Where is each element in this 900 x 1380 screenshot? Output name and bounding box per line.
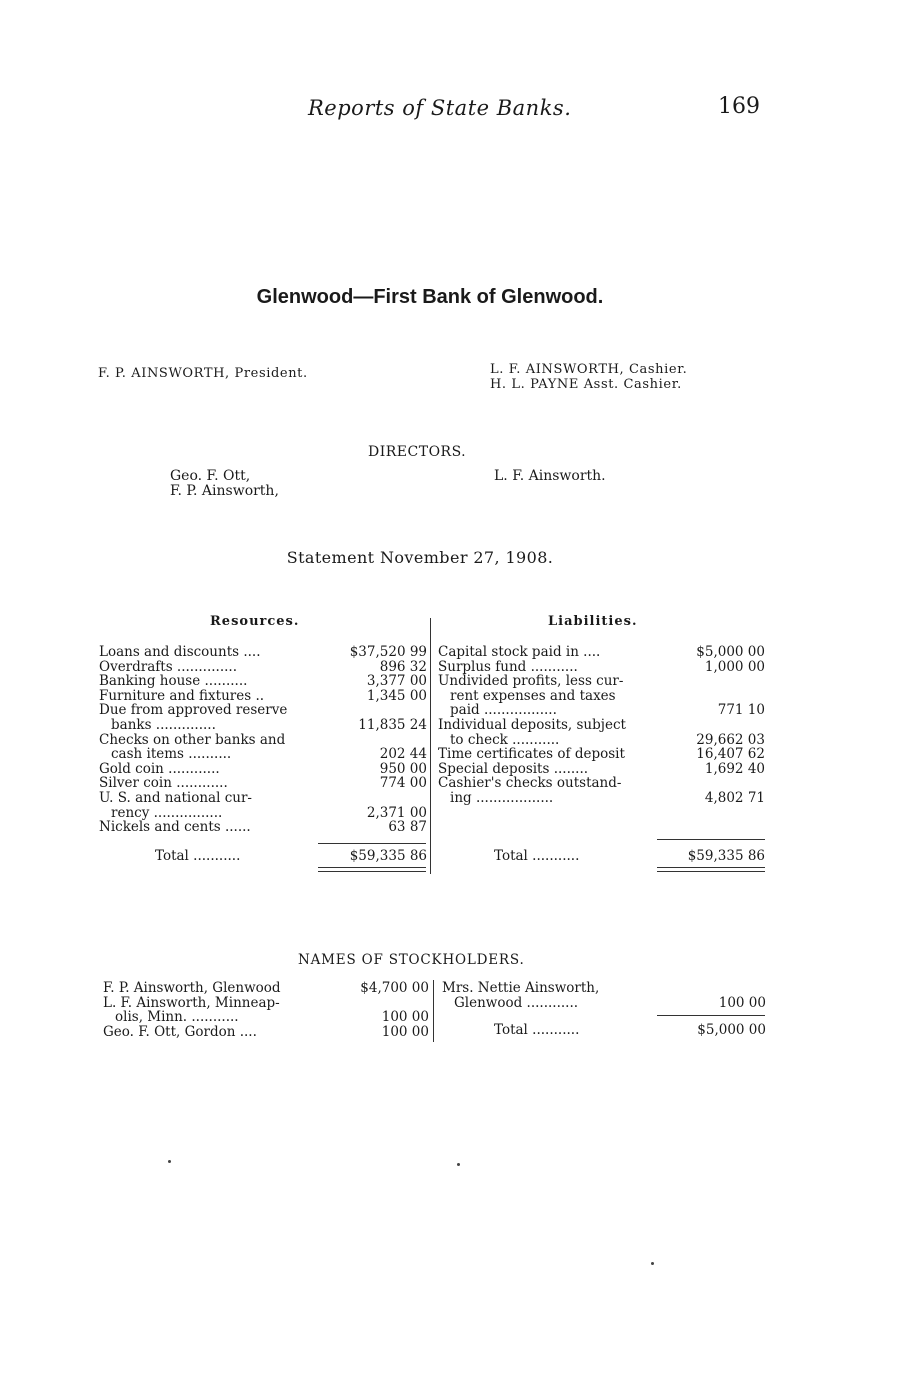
liability-label: Individual deposits, subject — [438, 717, 626, 733]
resources-double-rule — [318, 867, 426, 872]
stockholder-row — [103, 981, 429, 996]
liability-label: paid ................. — [450, 703, 557, 718]
stockholder-label: Mrs. Nettie Ainsworth, — [442, 981, 600, 996]
resource-amount: 950 00 — [379, 760, 427, 777]
resource-label: U. S. and national cur- — [99, 790, 252, 806]
resource-row — [99, 733, 427, 748]
stockholder-label: Geo. F. Ott, Gordon .... — [103, 1024, 257, 1040]
scan-speck — [168, 1160, 171, 1163]
resource-amount: $37,520 99 — [349, 644, 427, 660]
liability-row — [438, 674, 765, 689]
liabilities-table — [438, 645, 765, 806]
stockholder-label: F. P. Ainsworth, Glenwood — [103, 981, 281, 996]
liabilities-total-amount: $59,335 86 — [687, 848, 765, 864]
stockholder-label: olis, Minn. ........... — [115, 1010, 239, 1025]
liability-amount: 771 10 — [717, 702, 765, 719]
resource-amount: 2,371 00 — [366, 804, 427, 821]
resources-total-rule — [318, 843, 426, 844]
resources-table — [99, 645, 427, 835]
resource-label: Due from approved reserve — [99, 703, 288, 718]
liability-amount: 1,692 40 — [704, 760, 765, 777]
resource-label: Gold coin ............ — [99, 761, 220, 777]
resource-label: Loans and discounts .... — [99, 645, 261, 660]
liability-amount: 1,000 00 — [704, 658, 765, 675]
stockholder-amount: 100 00 — [381, 1023, 429, 1040]
stockholder-row — [442, 996, 766, 1011]
stockholders-total-rule — [657, 1015, 765, 1016]
liabilities-heading: Liabilities. — [548, 614, 638, 629]
resource-row — [99, 660, 427, 675]
liability-amount: 4,802 71 — [704, 789, 765, 806]
liability-row — [438, 733, 765, 748]
resource-row — [99, 747, 427, 762]
stockholders-total-label: Total ........... — [494, 1023, 580, 1038]
liability-row — [438, 776, 765, 791]
resource-amount: 11,835 24 — [358, 716, 427, 733]
stockholder-amount: 100 00 — [718, 994, 766, 1011]
resource-row — [99, 703, 427, 718]
resource-row — [99, 645, 427, 660]
liability-label: Surplus fund ........... — [438, 659, 578, 675]
liability-amount: 29,662 03 — [696, 731, 765, 748]
liability-row — [438, 791, 765, 806]
resource-row — [99, 791, 427, 806]
liability-row — [438, 645, 765, 660]
liability-row — [438, 762, 765, 777]
officer-president: F. P. AINSWORTH, President. — [98, 366, 308, 381]
director-name: Geo. F. Ott, — [170, 468, 251, 484]
bank-title: Glenwood—First Bank of Glenwood. — [256, 286, 604, 308]
directors-heading: DIRECTORS. — [368, 444, 467, 460]
officer-cashier: L. F. AINSWORTH, Cashier. — [490, 362, 688, 377]
resource-label: Overdrafts .............. — [99, 659, 237, 675]
liability-label: ing .................. — [450, 790, 554, 806]
liability-row — [438, 703, 765, 718]
liability-row — [438, 718, 765, 733]
stockholder-label: Glenwood ............ — [454, 995, 579, 1011]
resource-amount: 896 32 — [379, 658, 427, 675]
liabilities-total-label: Total ........... — [494, 849, 580, 864]
liability-label: Time certificates of deposit — [438, 747, 625, 762]
resource-amount: 202 44 — [379, 746, 427, 763]
resource-row — [99, 762, 427, 777]
liability-row — [438, 660, 765, 675]
resource-label: Nickels and cents ...... — [99, 820, 251, 835]
liabilities-double-rule — [657, 867, 765, 872]
stockholders-right-table — [442, 981, 766, 1010]
stockholder-row — [442, 981, 766, 996]
resources-heading: Resources. — [210, 614, 300, 629]
stockholder-row — [103, 1025, 429, 1040]
resource-row — [99, 674, 427, 689]
resource-label: Checks on other banks and — [99, 732, 286, 748]
liability-amount: $5,000 00 — [696, 644, 765, 660]
liability-row — [438, 689, 765, 704]
statement-title: Statement November 27, 1908. — [286, 548, 554, 567]
resource-amount: 774 00 — [379, 775, 427, 792]
liability-label: Undivided profits, less cur- — [438, 674, 624, 689]
resource-label: rency ................ — [111, 805, 223, 821]
stockholder-amount: 100 00 — [381, 1009, 429, 1026]
stockholder-row — [103, 996, 429, 1011]
stockholders-total-row — [494, 1023, 766, 1038]
director-name: L. F. Ainsworth. — [494, 468, 606, 484]
stockholder-row — [103, 1010, 429, 1025]
director-name: F. P. Ainsworth, — [170, 483, 279, 499]
liabilities-total-row — [494, 849, 765, 864]
resource-row — [99, 776, 427, 791]
page-number: 169 — [718, 94, 760, 119]
scan-speck — [651, 1262, 654, 1265]
officer-asst-cashier: H. L. PAYNE Asst. Cashier. — [490, 377, 682, 392]
stockholders-total-amount: $5,000 00 — [697, 1022, 766, 1038]
stockholders-heading: NAMES OF STOCKHOLDERS. — [298, 952, 525, 968]
resource-label: Silver coin ............ — [99, 776, 228, 791]
liability-label: to check ........... — [450, 732, 560, 748]
liability-label: rent expenses and taxes — [450, 688, 616, 704]
resource-label: Furniture and fixtures .. — [99, 688, 265, 704]
resource-row — [99, 806, 427, 821]
resources-total-amount: $59,335 86 — [349, 848, 427, 864]
resource-amount: 63 87 — [388, 819, 427, 836]
liability-label: Cashier's checks outstand- — [438, 776, 622, 791]
resource-amount: 3,377 00 — [366, 673, 427, 690]
resource-amount: 1,345 00 — [366, 687, 427, 704]
liability-label: Capital stock paid in .... — [438, 645, 601, 660]
resources-total-label: Total ........... — [155, 849, 241, 864]
stockholders-left-table — [103, 981, 429, 1039]
liabilities-total-rule — [657, 839, 765, 840]
liability-amount: 16,407 62 — [696, 746, 765, 763]
stockholder-amount: $4,700 00 — [360, 980, 429, 996]
resource-label: banks .............. — [111, 717, 216, 733]
liability-row — [438, 747, 765, 762]
scan-speck — [457, 1163, 460, 1166]
running-title: Reports of State Banks. — [308, 96, 572, 120]
column-divider — [430, 618, 431, 874]
resource-label: Banking house .......... — [99, 674, 248, 689]
resource-label: cash items .......... — [111, 747, 232, 762]
stockholder-label: L. F. Ainsworth, Minneap- — [103, 995, 280, 1011]
stockholders-divider — [433, 980, 434, 1042]
resources-total-row — [155, 849, 427, 864]
liability-label: Special deposits ........ — [438, 761, 589, 777]
resource-row — [99, 820, 427, 835]
resource-row — [99, 718, 427, 733]
resource-row — [99, 689, 427, 704]
